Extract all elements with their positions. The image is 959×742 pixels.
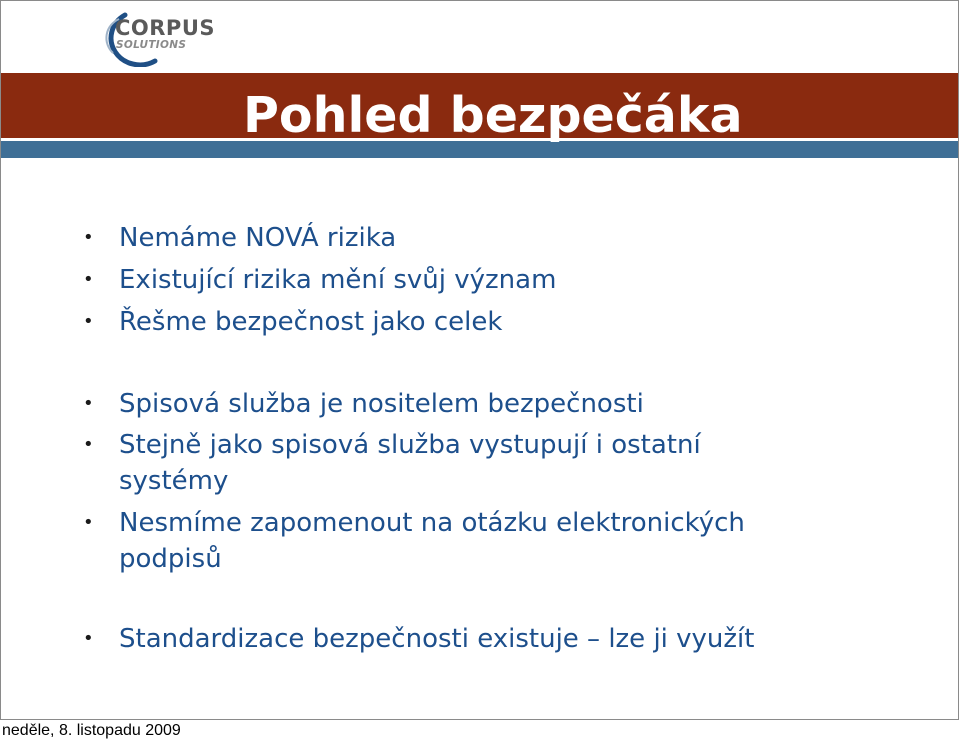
bullet-text: Řešme bezpečnost jako celek [119,307,503,337]
bullet-dot-icon: • [83,434,94,455]
logo-text-corpus: CORPUS [115,16,216,40]
bullet-item [81,262,881,298]
bullet-dot-icon: • [83,311,94,332]
bullet-text: Spisová služba je nositelem bezpečnosti [119,389,644,419]
bullet-dot-icon: • [83,393,94,414]
bullet-text: Nesmíme zapomenout na otázku elektronických podpisů [119,508,745,574]
corpus-solutions-logo [89,9,216,67]
bullet-item [81,621,941,657]
bullet-dot-icon: • [83,628,94,649]
bullet-item [81,304,881,340]
bullet-dot-icon: • [83,512,94,533]
bullet-text: Nemáme NOVÁ rizika [119,223,397,253]
bullet-text: Existující rizika mění svůj význam [119,265,557,295]
bullet-dot-icon: • [83,269,94,290]
slide-title: Pohled bezpečáka [243,87,743,144]
bullet-item [81,427,801,499]
bullet-text: Standardizace bezpečnosti existuje – lze ji využít [119,624,755,654]
bullet-item [81,386,881,422]
bullet-item [81,505,851,577]
footer-date: neděle, 8. listopadu 2009 [2,722,181,739]
logo-text-solutions: SOLUTIONS [116,39,187,51]
bullet-item [81,220,881,256]
bullet-dot-icon: • [83,227,94,248]
bullet-text: Stejně jako spisová služba vystupují i ostatní systémy [119,430,701,496]
